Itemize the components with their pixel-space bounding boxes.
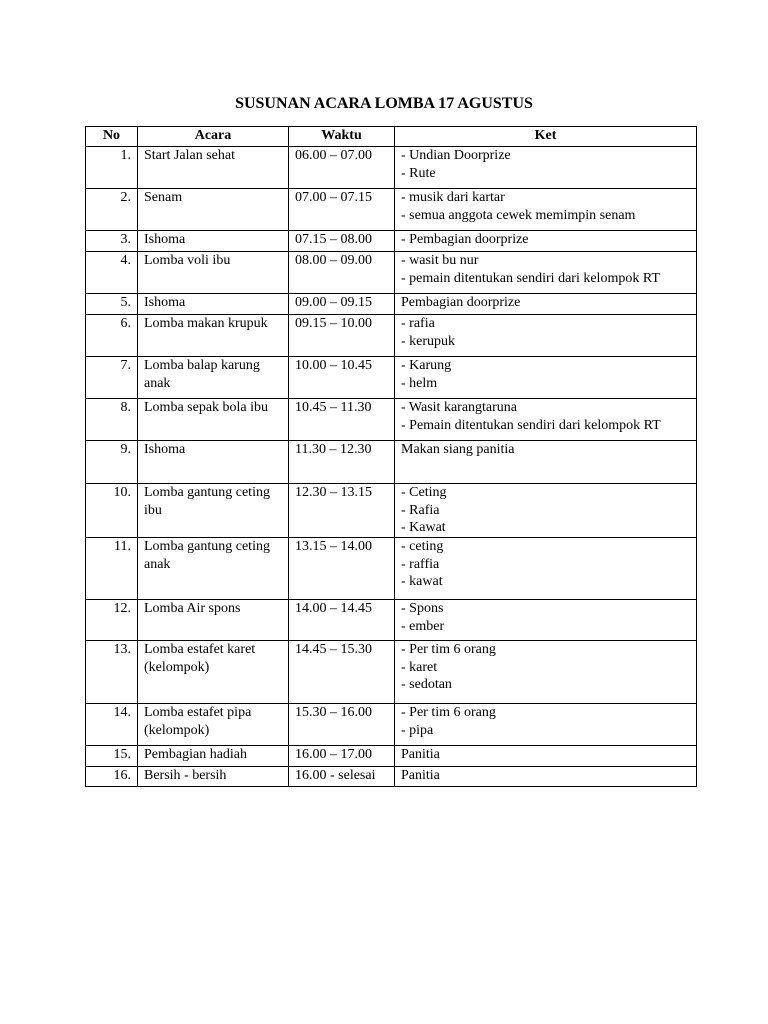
table-row xyxy=(86,315,697,357)
table-row xyxy=(86,484,697,538)
ket-line: - Karung xyxy=(401,358,452,373)
row-acara: Ishoma xyxy=(138,231,289,252)
ket-line: - ceting xyxy=(401,539,444,554)
row-waktu: 10.45 – 11.30 xyxy=(289,399,395,441)
row-acara: Lomba estafet pipa (kelompok) xyxy=(138,704,289,746)
ket-line: - raffia xyxy=(401,556,440,572)
row-number: 6. xyxy=(86,315,138,357)
ket-line: - Undian Doorprize xyxy=(401,148,511,163)
row-acara: Lomba gantung ceting anak xyxy=(138,538,289,600)
row-number: 13. xyxy=(86,641,138,704)
row-ket xyxy=(395,294,697,315)
ket-line: - sedotan xyxy=(401,677,452,693)
ket-line: Panitia xyxy=(401,768,440,783)
row-number: 10. xyxy=(86,484,138,538)
row-number: 14. xyxy=(86,704,138,746)
row-waktu: 10.00 – 10.45 xyxy=(289,357,395,399)
ket-line: - Ceting xyxy=(401,485,447,500)
row-waktu: 15.30 – 16.00 xyxy=(289,704,395,746)
row-waktu: 08.00 – 09.00 xyxy=(289,252,395,294)
row-waktu: 06.00 – 07.00 xyxy=(289,147,395,189)
ket-line: - Rute xyxy=(401,165,436,181)
row-acara: Pembagian hadiah xyxy=(138,746,289,767)
table-row xyxy=(86,767,697,787)
row-acara: Lomba gantung ceting ibu xyxy=(138,484,289,538)
row-ket xyxy=(395,441,697,484)
row-acara: Ishoma xyxy=(138,294,289,315)
ket-line: - Spons xyxy=(401,601,444,616)
row-ket xyxy=(395,641,697,704)
row-number: 3. xyxy=(86,231,138,252)
table-row xyxy=(86,600,697,641)
header-no: No xyxy=(86,127,138,147)
ket-line: - semua anggota cewek memimpin senam xyxy=(401,207,636,223)
row-number: 7. xyxy=(86,357,138,399)
table-row xyxy=(86,357,697,399)
row-number: 2. xyxy=(86,189,138,231)
row-acara: Lomba balap karung anak xyxy=(138,357,289,399)
row-number: 8. xyxy=(86,399,138,441)
row-ket xyxy=(395,538,697,600)
table-row xyxy=(86,294,697,315)
row-number: 5. xyxy=(86,294,138,315)
ket-line: - pipa xyxy=(401,722,434,738)
ket-line: - Per tim 6 orang xyxy=(401,642,496,657)
table-header-row xyxy=(86,127,697,147)
ket-line: - musik dari kartar xyxy=(401,190,505,205)
row-ket xyxy=(395,189,697,231)
schedule-body xyxy=(86,147,697,787)
ket-line: - pemain ditentukan sendiri dari kelompok RT xyxy=(401,270,660,286)
header-ket: Ket xyxy=(395,127,697,147)
row-waktu: 12.30 – 13.15 xyxy=(289,484,395,538)
table-row xyxy=(86,641,697,704)
row-ket xyxy=(395,357,697,399)
ket-line: - Per tim 6 orang xyxy=(401,705,496,720)
row-ket xyxy=(395,484,697,538)
ket-line: - helm xyxy=(401,375,438,391)
ket-line: Panitia xyxy=(401,747,440,762)
ket-line: - kawat xyxy=(401,574,443,590)
row-acara: Start Jalan sehat xyxy=(138,147,289,189)
row-acara: Lomba sepak bola ibu xyxy=(138,399,289,441)
row-waktu: 16.00 – 17.00 xyxy=(289,746,395,767)
row-acara: Bersih - bersih xyxy=(138,767,289,787)
row-acara: Senam xyxy=(138,189,289,231)
ket-line: - Pemain ditentukan sendiri dari kelompok RT xyxy=(401,417,661,433)
row-waktu: 09.15 – 10.00 xyxy=(289,315,395,357)
row-ket xyxy=(395,147,697,189)
row-ket xyxy=(395,600,697,641)
ket-line: - rafia xyxy=(401,316,435,331)
table-row xyxy=(86,147,697,189)
row-waktu: 07.15 – 08.00 xyxy=(289,231,395,252)
table-row xyxy=(86,189,697,231)
row-number: 12. xyxy=(86,600,138,641)
row-ket xyxy=(395,399,697,441)
table-row xyxy=(86,746,697,767)
table-row xyxy=(86,399,697,441)
row-ket xyxy=(395,767,697,787)
ket-line: - Kawat xyxy=(401,520,446,536)
table-row xyxy=(86,231,697,252)
row-number: 4. xyxy=(86,252,138,294)
ket-line: - wasit bu nur xyxy=(401,253,479,268)
table-row xyxy=(86,538,697,600)
ket-line: Makan siang panitia xyxy=(401,442,515,457)
row-waktu: 09.00 – 09.15 xyxy=(289,294,395,315)
row-number: 1. xyxy=(86,147,138,189)
row-ket xyxy=(395,315,697,357)
table-row xyxy=(86,441,697,484)
table-row xyxy=(86,704,697,746)
row-number: 16. xyxy=(86,767,138,787)
row-waktu: 16.00 - selesai xyxy=(289,767,395,787)
row-number: 15. xyxy=(86,746,138,767)
row-acara: Ishoma xyxy=(138,441,289,484)
table-row xyxy=(86,252,697,294)
row-waktu: 14.00 – 14.45 xyxy=(289,600,395,641)
row-waktu: 14.45 – 15.30 xyxy=(289,641,395,704)
row-ket xyxy=(395,231,697,252)
ket-line: Pembagian doorprize xyxy=(401,295,521,310)
ket-line: - ember xyxy=(401,618,445,634)
row-waktu: 13.15 – 14.00 xyxy=(289,538,395,600)
row-ket xyxy=(395,252,697,294)
row-acara: Lomba Air spons xyxy=(138,600,289,641)
ket-line: - Rafia xyxy=(401,502,440,518)
row-waktu: 07.00 – 07.15 xyxy=(289,189,395,231)
row-acara: Lomba makan krupuk xyxy=(138,315,289,357)
header-waktu: Waktu xyxy=(289,127,395,147)
schedule-table xyxy=(85,126,697,787)
document-title: SUSUNAN ACARA LOMBA 17 AGUSTUS xyxy=(235,95,533,112)
row-ket xyxy=(395,704,697,746)
row-number: 11. xyxy=(86,538,138,600)
row-acara: Lomba estafet karet (kelompok) xyxy=(138,641,289,704)
ket-line: - Wasit karangtaruna xyxy=(401,400,518,415)
row-number: 9. xyxy=(86,441,138,484)
ket-line: - kerupuk xyxy=(401,333,456,349)
row-ket xyxy=(395,746,697,767)
row-waktu: 11.30 – 12.30 xyxy=(289,441,395,484)
ket-line: - Pembagian doorprize xyxy=(401,232,529,247)
ket-line: - karet xyxy=(401,659,438,675)
row-acara: Lomba voli ibu xyxy=(138,252,289,294)
header-acara: Acara xyxy=(138,127,289,147)
